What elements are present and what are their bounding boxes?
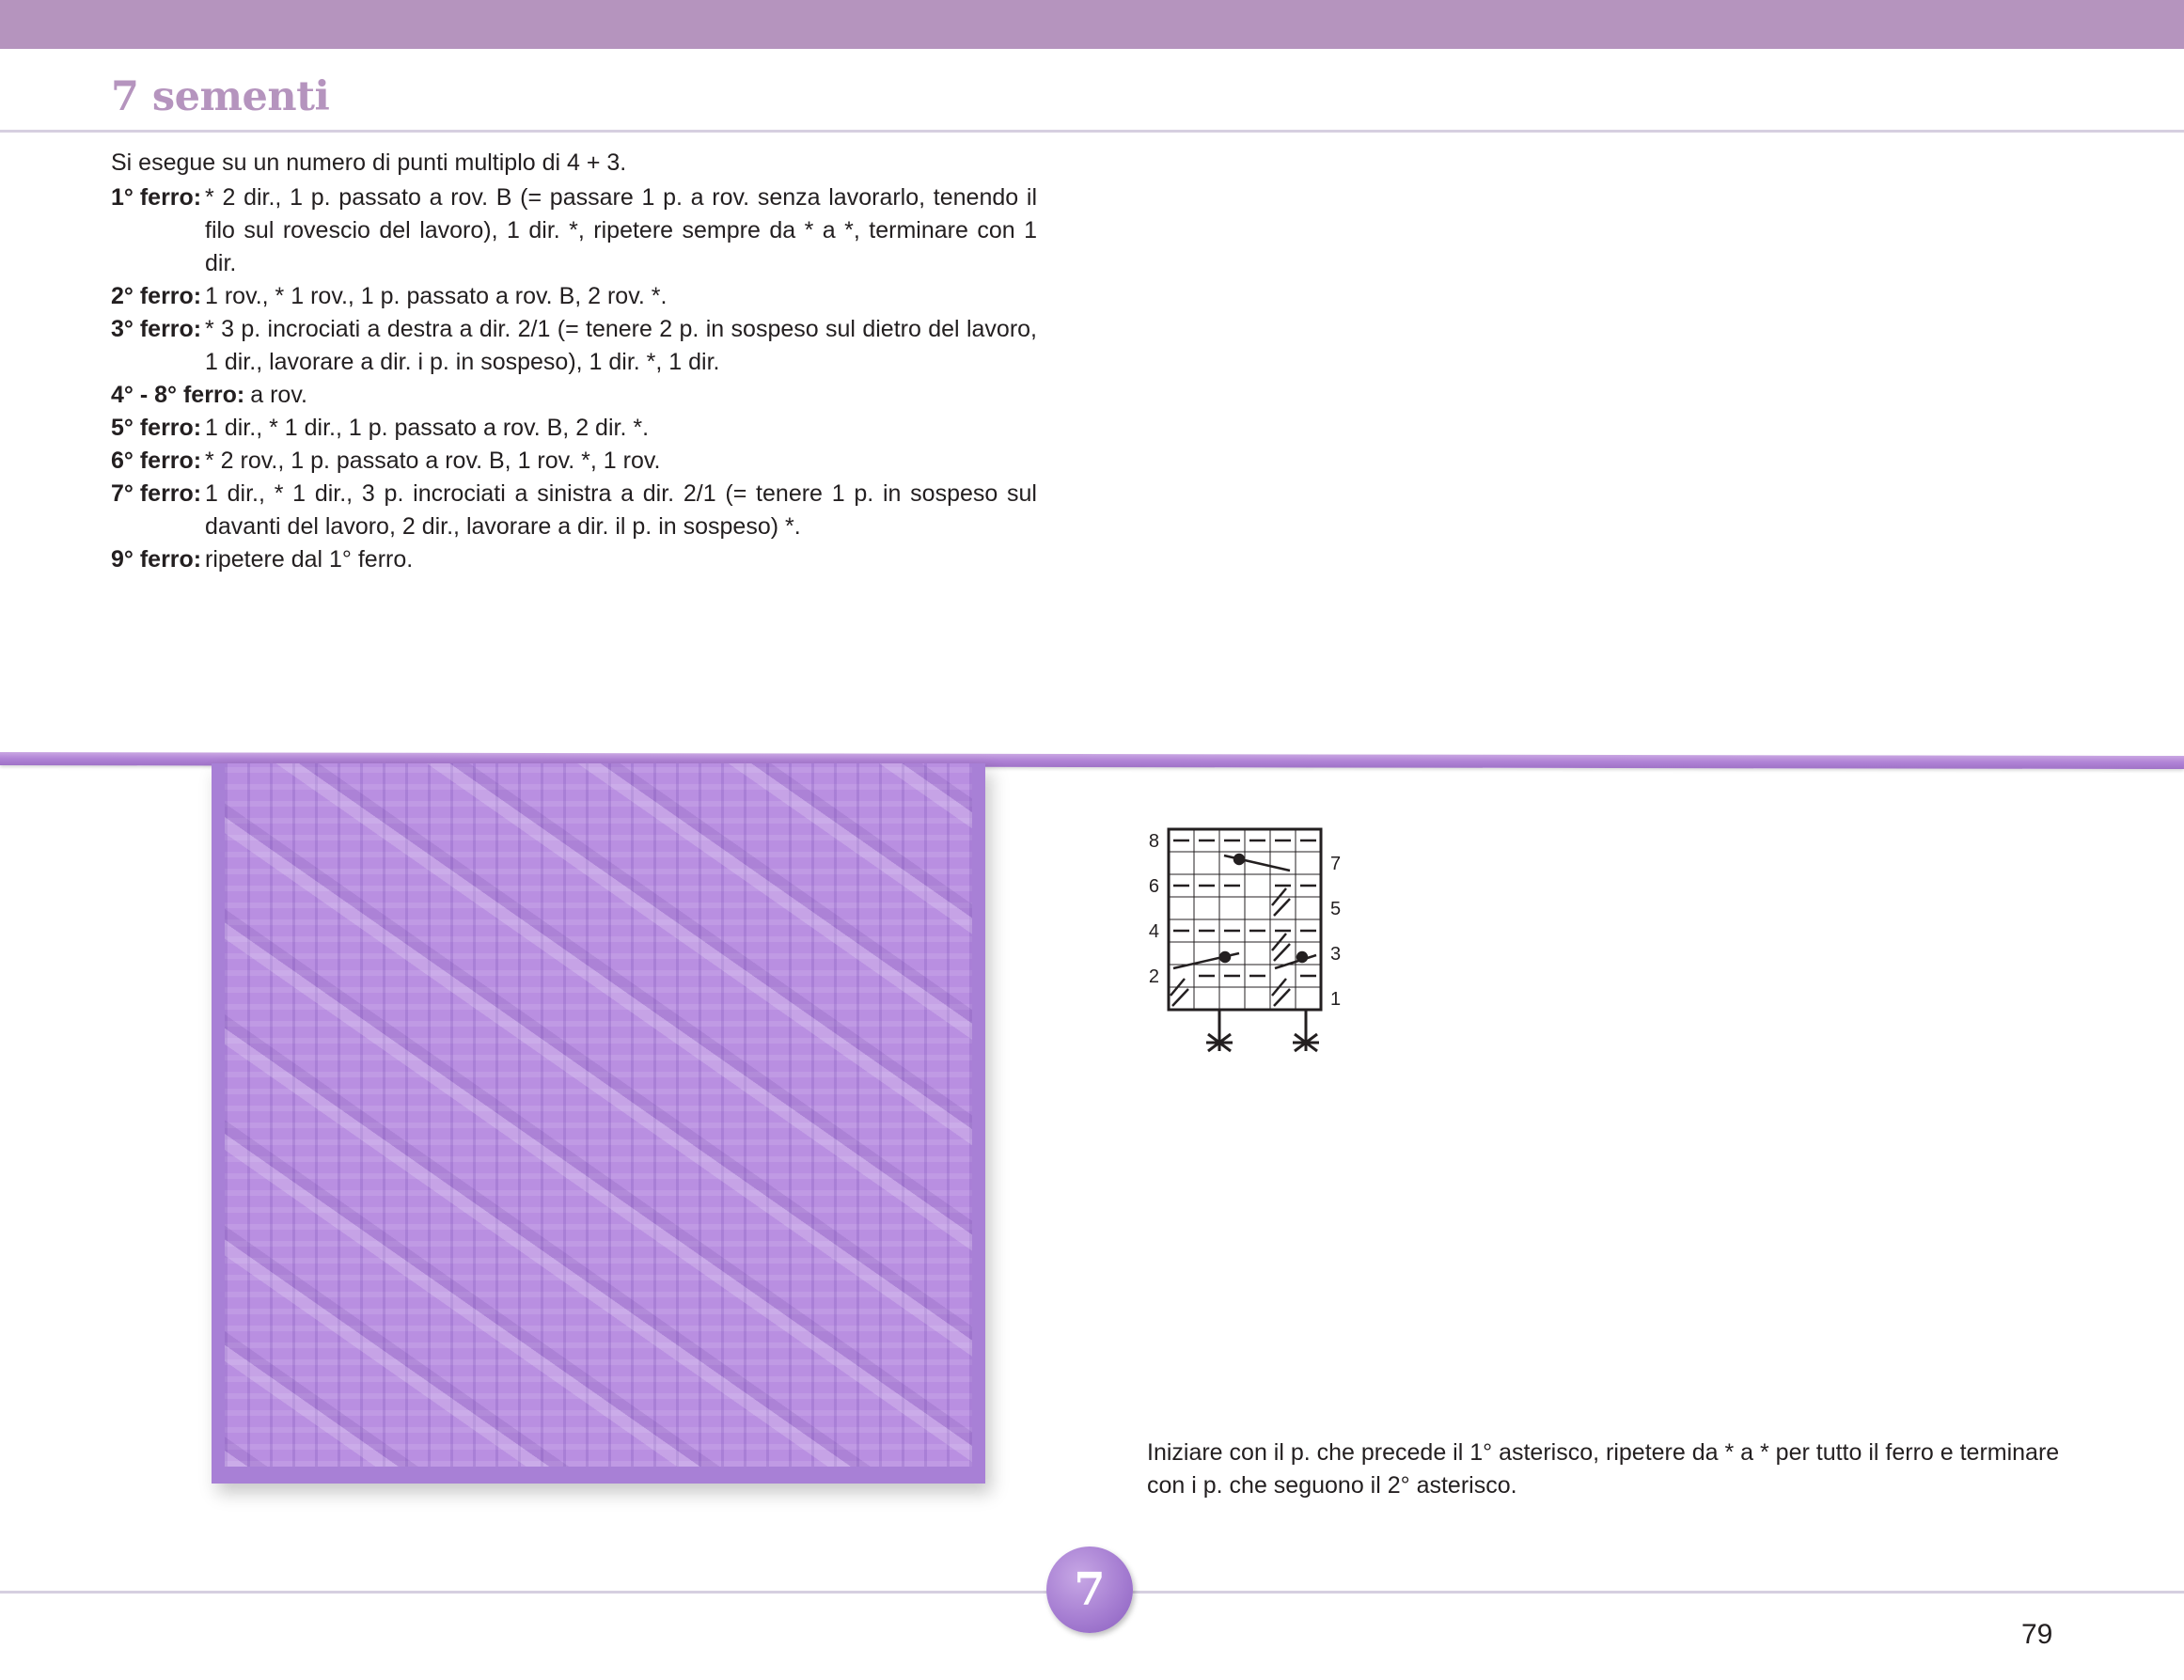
row-text: a rov.: [250, 382, 307, 408]
stitch-chart: [1133, 818, 1359, 1062]
instruction-row: [111, 280, 1037, 313]
row-number-8: 8: [1148, 831, 1159, 852]
instruction-row: [111, 412, 1037, 445]
chart-note: Iniziare con il p. che precede il 1° asterisco, ripetere da * a * per tutto il ferro e terminare con i p. che seguono il 2° asterisco.: [1147, 1439, 2060, 1499]
chart-grid: [1169, 829, 1321, 1010]
row-number-2: 2: [1148, 966, 1159, 987]
page-title: 7 sementi: [111, 73, 330, 120]
row-text: 1 dir., * 1 dir., 3 p. incrociati a sinistra a dir. 2/1 (= tenere 1 p. in sospeso sul davanti del lavoro, 2 dir., lavorare a dir. il p. in sospeso) *.: [205, 480, 1037, 540]
row-text: 1 rov., * 1 rov., 1 p. passato a rov. B, 2 rov. *.: [205, 283, 668, 309]
row-label: 9° ferro:: [111, 546, 202, 573]
row-label: 4° - 8° ferro:: [111, 382, 245, 408]
row-number-1: 1: [1330, 989, 1342, 1010]
yarn-ball-badge: [1046, 1547, 1133, 1633]
right-row-labels: [1330, 854, 1341, 1010]
left-row-labels: [1149, 831, 1159, 987]
row-number-5: 5: [1330, 899, 1342, 919]
instruction-row: [111, 313, 1037, 379]
row-number-3: 3: [1330, 944, 1342, 965]
repeat-markers: [1206, 1010, 1319, 1051]
badge-number: 7: [1074, 1563, 1106, 1616]
instruction-row: [111, 543, 1037, 576]
instruction-row: [111, 181, 1037, 280]
page-number: 79: [2021, 1619, 2053, 1650]
row-label: 5° ferro:: [111, 415, 202, 441]
intro-text: Si esegue su un numero di punti multiplo di 4 + 3.: [111, 149, 627, 176]
row-label: 2° ferro:: [111, 283, 202, 309]
slip-stitch-symbols: [1171, 888, 1290, 1006]
row-label: 3° ferro:: [111, 316, 202, 342]
instruction-row: [111, 445, 1037, 478]
row-text: * 2 dir., 1 p. passato a rov. B (= passare 1 p. a rov. senza lavorarlo, tenendo il filo sul rovescio del lavoro), 1 dir. *, ripetere sempre da * a *, terminare con 1 dir.: [205, 184, 1037, 276]
row-text: * 3 p. incrociati a destra a dir. 2/1 (= tenere 2 p. in sospeso sul dietro del lavoro, 1 dir., lavorare a dir. i p. in sospeso), 1 dir. *, 1 dir.: [205, 316, 1037, 375]
instruction-row: [111, 478, 1037, 543]
row-label: 7° ferro:: [111, 480, 202, 507]
instruction-row: [111, 379, 1037, 412]
row-label: 1° ferro:: [111, 184, 202, 211]
top-color-band: [0, 0, 2184, 49]
row-number-4: 4: [1148, 921, 1159, 942]
row-number-6: 6: [1148, 876, 1159, 897]
row-number-7: 7: [1330, 854, 1342, 874]
row-text: 1 dir., * 1 dir., 1 p. passato a rov. B, 2 dir. *.: [205, 415, 650, 441]
instruction-rows: [111, 181, 1037, 576]
knit-swatch-fabric: [212, 763, 985, 1484]
row-text: * 2 rov., 1 p. passato a rov. B, 1 rov. *, 1 rov.: [205, 447, 661, 474]
row-label: 6° ferro:: [111, 447, 202, 474]
knit-swatch-photo: [193, 763, 1020, 1506]
title-divider: [0, 130, 2184, 133]
row-text: ripetere dal 1° ferro.: [205, 546, 414, 573]
